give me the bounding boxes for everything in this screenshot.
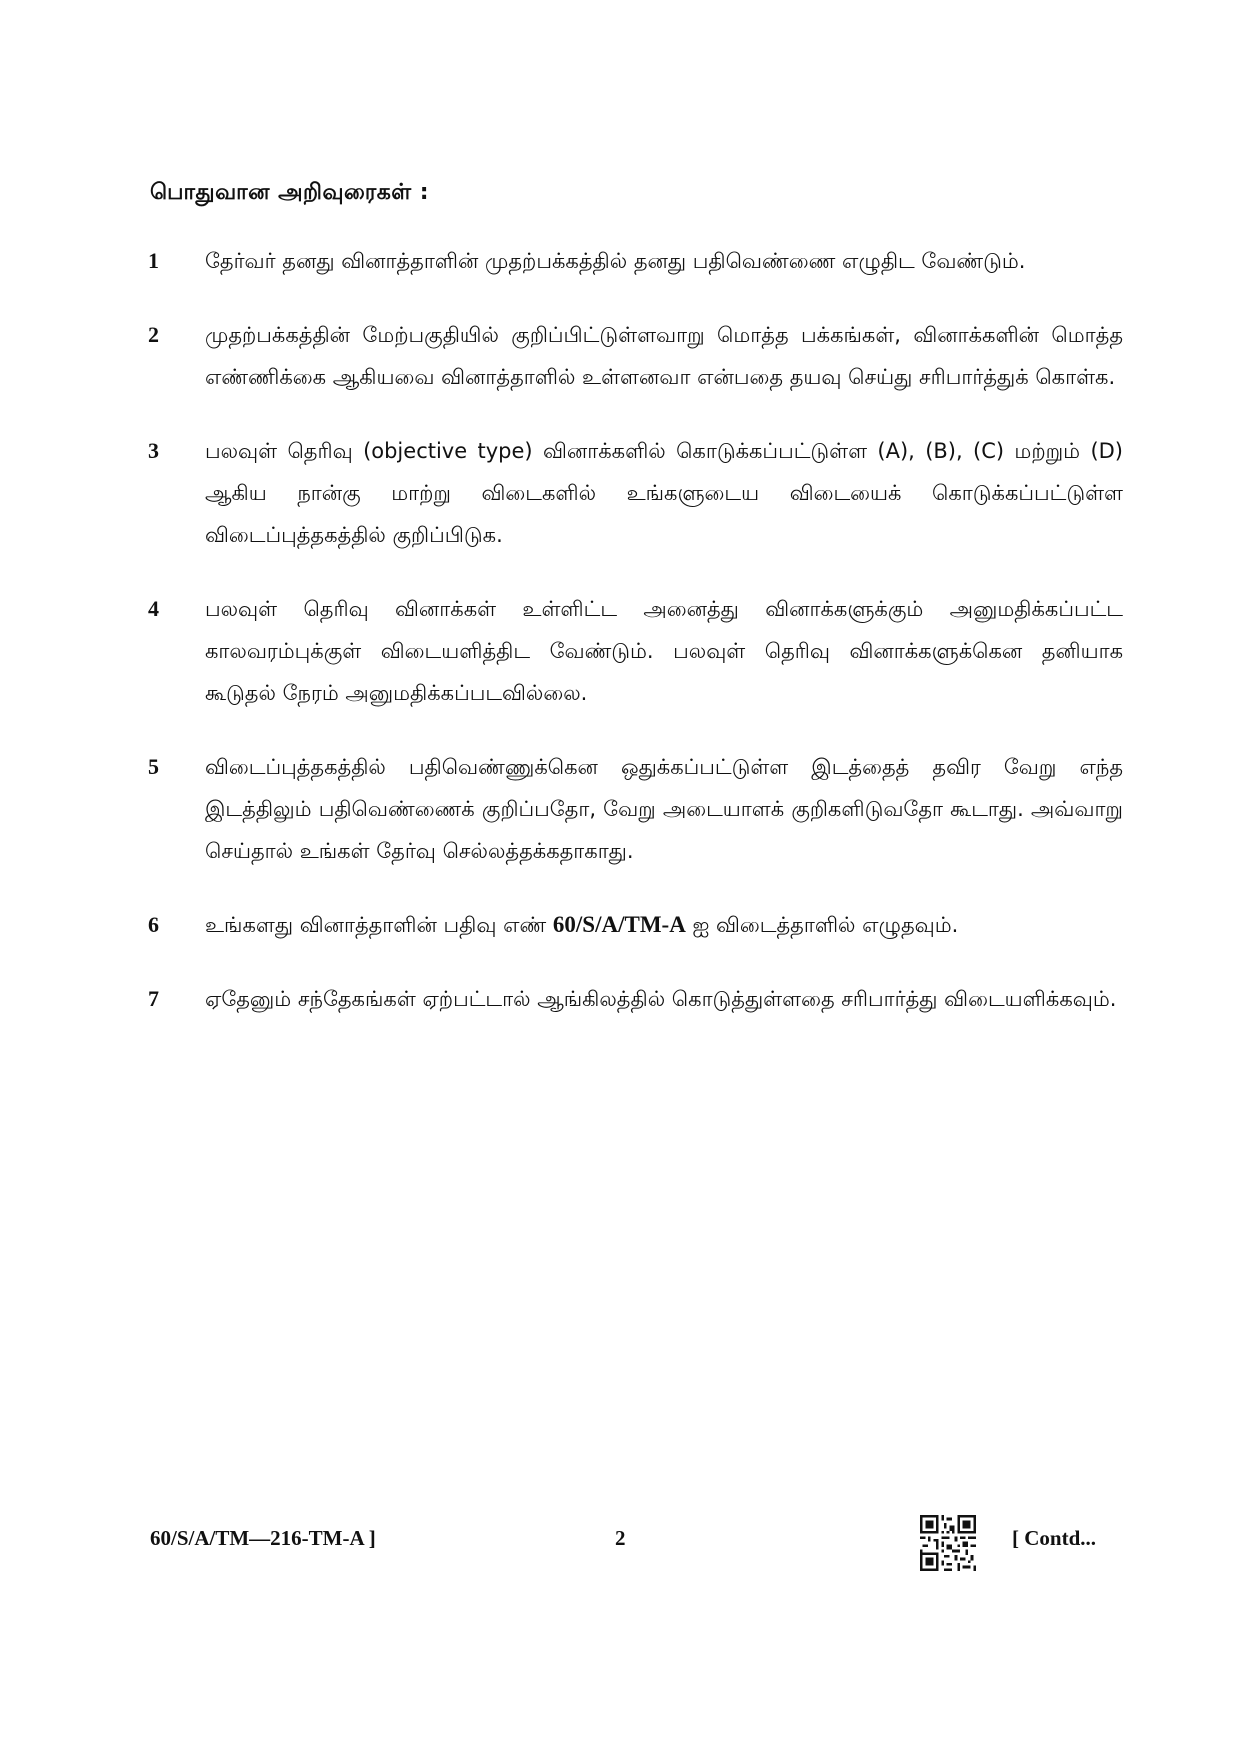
instruction-number: 5 xyxy=(148,754,159,779)
qr-code-icon xyxy=(920,1515,976,1571)
instructions-list xyxy=(148,240,1123,1052)
general-instructions-heading: பொதுவான அறிவுரைகள் : xyxy=(150,180,430,205)
instruction-text: முதற்பக்கத்தின் மேற்பகுதியில் குறிப்பிட்டுள்ளவாறு மொத்த பக்கங்கள், வினாக்களின் மொத்த எண்ணிக்கை ஆகியவை வினாத்தாளில் உள்ளனவா என்பதை தயவு செய்து சரிபார்த்துக் கொள்க. xyxy=(205,323,1123,389)
instruction-item xyxy=(148,588,1123,714)
instruction-number: 4 xyxy=(148,596,159,621)
instruction-item xyxy=(148,746,1123,872)
instruction-item xyxy=(148,314,1123,398)
instruction-text: தேர்வர் தனது வினாத்தாளின் முதற்பக்கத்தில் தனது பதிவெண்ணை எழுதிட வேண்டும். xyxy=(205,249,1026,273)
instruction-number: 2 xyxy=(148,322,159,347)
instruction-item xyxy=(148,240,1123,282)
instruction-text-after: ஐ விடைத்தாளில் எழுதவும். xyxy=(685,913,959,937)
footer-paper-code: 60/S/A/TM—216-TM-A ] xyxy=(150,1526,376,1550)
instruction-number: 7 xyxy=(148,986,159,1011)
instruction-item xyxy=(148,904,1123,946)
instruction-text: பலவுள் தெரிவு வினாக்கள் உள்ளிட்ட அனைத்து வினாக்களுக்கும் அனுமதிக்கப்பட்ட காலவரம்புக்குள் விடையளித்திட வேண்டும். பலவுள் தெரிவு வினாக்களுக்கென தனியாக கூடுதல் நேரம் அனுமதிக்கப்படவில்லை. xyxy=(205,597,1123,705)
page-number: 2 xyxy=(615,1526,626,1550)
instruction-item xyxy=(148,978,1123,1020)
continued-marker: [ Contd... xyxy=(1012,1526,1097,1550)
instruction-text-before: உங்களது வினாத்தாளின் பதிவு எண் xyxy=(205,913,553,937)
instruction-text: விடைப்புத்தகத்தில் பதிவெண்ணுக்கென ஒதுக்கப்பட்டுள்ள இடத்தைத் தவிர வேறு எந்த இடத்திலும் பதிவெண்ணைக் குறிப்பதோ, வேறு அடையாளக் குறிகளிடுவதோ கூடாது. அவ்வாறு செய்தால் உங்கள் தேர்வு செல்லத்தக்கதாகாது. xyxy=(205,755,1123,863)
instruction-number: 1 xyxy=(148,248,159,273)
question-paper-code: 60/S/A/TM-A xyxy=(552,912,686,937)
instruction-item xyxy=(148,430,1123,556)
instruction-number: 3 xyxy=(148,438,159,463)
instruction-text: ஏதேனும் சந்தேகங்கள் ஏற்பட்டால் ஆங்கிலத்தில் கொடுத்துள்ளதை சரிபார்த்து விடையளிக்கவும். xyxy=(205,987,1117,1011)
instruction-text xyxy=(205,904,1123,946)
instruction-text: பலவுள் தெரிவு (objective type) வினாக்களில் கொடுக்கப்பட்டுள்ள (A), (B), (C) மற்றும் (D) ஆகிய நான்கு மாற்று விடைகளில் உங்களுடைய விடையைக் கொடுக்கப்பட்டுள்ள விடைப்புத்தகத்தில் குறிப்பிடுக. xyxy=(205,439,1123,547)
instruction-number: 6 xyxy=(148,912,159,937)
